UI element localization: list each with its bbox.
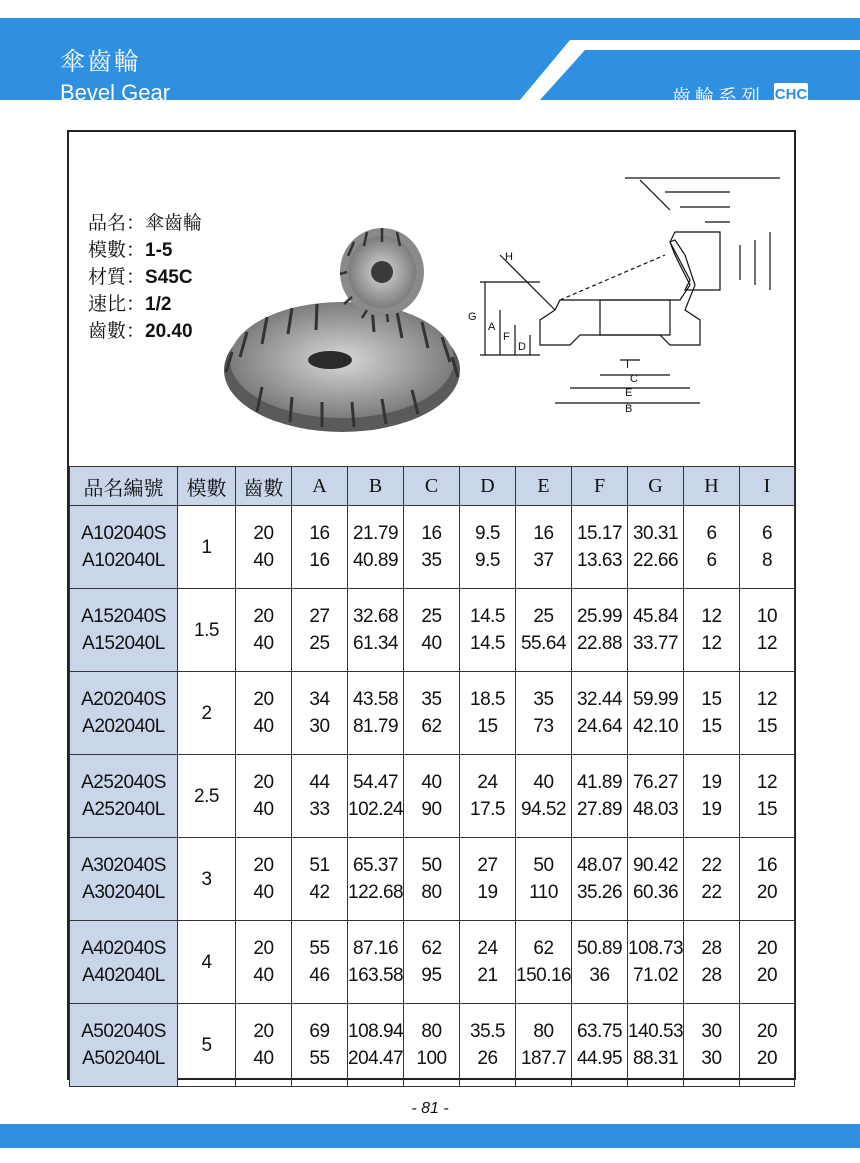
cell-value: 8 (761, 550, 773, 571)
cell-value: 32.68 (352, 606, 399, 627)
cell-value: 30 (701, 1048, 722, 1069)
cell-value: 59.99 (632, 689, 679, 710)
value-cell (684, 506, 740, 589)
part-code-cell (70, 1004, 178, 1087)
info-material-label: 材質： (88, 266, 146, 288)
value-cell (516, 755, 572, 838)
company-logo: CHC (774, 83, 808, 107)
cell-value: 6 (706, 523, 717, 544)
cell-value: 15.17 (576, 523, 623, 544)
value-cell (628, 838, 684, 921)
cell-value: 55.64 (520, 633, 567, 654)
value-cell (628, 755, 684, 838)
cell-value: 88.31 (632, 1048, 679, 1069)
value-cell (460, 1004, 516, 1087)
table-row (70, 838, 795, 921)
cell-value: 90 (421, 799, 442, 820)
value-cell (460, 672, 516, 755)
value-cell (572, 672, 628, 755)
part-code-cell (70, 672, 178, 755)
part-code: A152040L (82, 633, 165, 654)
module-cell: 1.5 (178, 589, 236, 672)
cell-value: 25 (421, 606, 442, 627)
part-code: A252040L (82, 799, 165, 820)
col-header-module: 模數 (178, 467, 236, 506)
info-ratio-label: 速比： (88, 293, 146, 315)
cell-value: 9.5 (475, 550, 500, 571)
value-cell (348, 672, 404, 755)
value-cell (572, 506, 628, 589)
value-cell (460, 506, 516, 589)
value-cell (236, 838, 292, 921)
cell-value: 20 (253, 772, 274, 793)
cell-value: 108.73 (628, 938, 684, 959)
value-cell (740, 672, 795, 755)
cell-value: 46 (309, 965, 330, 986)
module-cell: 3 (178, 838, 236, 921)
value-cell (292, 921, 348, 1004)
cell-value: 6 (706, 550, 717, 571)
value-cell (740, 1004, 795, 1087)
cell-value: 12 (756, 772, 778, 793)
table-row (70, 921, 795, 1004)
cell-value: 15 (756, 716, 778, 737)
part-code: A102040S (81, 523, 166, 544)
value-cell (348, 838, 404, 921)
cell-value: 40 (253, 1048, 274, 1069)
cell-value: 10 (756, 606, 778, 627)
cell-value: 40 (533, 772, 554, 793)
cell-value: 62 (421, 716, 442, 737)
cell-value: 163.58 (348, 965, 404, 986)
table-row (70, 506, 795, 589)
cell-value: 36 (589, 965, 610, 986)
info-material-value: S45C (145, 267, 193, 288)
value-cell (516, 838, 572, 921)
cell-value: 76.27 (632, 772, 679, 793)
value-cell (628, 921, 684, 1004)
part-code-cell (70, 921, 178, 1004)
cell-value: 22.88 (576, 633, 623, 654)
value-cell (684, 589, 740, 672)
cell-value: 40 (253, 550, 274, 571)
value-cell (740, 838, 795, 921)
cell-value: 94.52 (520, 799, 567, 820)
table-row (70, 589, 795, 672)
value-cell (684, 921, 740, 1004)
cell-value: 102.24 (348, 799, 404, 820)
value-cell (516, 589, 572, 672)
cell-value: 20 (253, 523, 274, 544)
specification-table (69, 466, 795, 1087)
cell-value: 16 (421, 523, 442, 544)
label-c: C (630, 373, 638, 385)
value-cell (404, 506, 460, 589)
value-cell (628, 672, 684, 755)
value-cell (236, 1004, 292, 1087)
cell-value: 204.47 (348, 1048, 404, 1069)
cell-value: 20 (756, 882, 778, 903)
col-header-g: G (628, 467, 684, 506)
cell-value: 19 (701, 772, 722, 793)
info-teeth-label: 齒數： (88, 320, 146, 342)
value-cell (292, 1004, 348, 1087)
cell-value: 21.79 (352, 523, 399, 544)
value-cell (460, 755, 516, 838)
cell-value: 44 (309, 772, 330, 793)
value-cell (348, 506, 404, 589)
label-i: I (626, 359, 630, 371)
cell-value: 16 (309, 523, 330, 544)
info-name-row (88, 210, 202, 237)
col-header-b: B (348, 467, 404, 506)
cell-value: 25 (309, 633, 330, 654)
value-cell (516, 506, 572, 589)
part-code: A502040S (81, 1021, 166, 1042)
info-ratio-value: 1/2 (145, 294, 172, 315)
cell-value: 20 (253, 606, 274, 627)
page-header (0, 18, 860, 108)
value-cell (740, 589, 795, 672)
cell-value: 187.7 (520, 1048, 567, 1069)
cell-value: 27 (477, 855, 498, 876)
cell-value: 21 (477, 965, 498, 986)
cell-value: 62 (421, 938, 442, 959)
cell-value: 20 (253, 938, 274, 959)
cell-value: 51 (309, 855, 330, 876)
cell-value: 43.58 (352, 689, 399, 710)
cell-value: 110 (529, 882, 558, 903)
col-header-e: E (516, 467, 572, 506)
table-row (70, 755, 795, 838)
cell-value: 40 (253, 716, 274, 737)
cell-value: 95 (421, 965, 442, 986)
table-body (70, 506, 795, 1087)
cell-value: 108.94 (348, 1021, 404, 1042)
cell-value: 20 (253, 1021, 274, 1042)
cell-value: 48.07 (576, 855, 623, 876)
cell-value: 16 (309, 550, 330, 571)
cell-value: 15 (477, 716, 498, 737)
series-label: 齒輪系列 (672, 86, 765, 108)
cell-value: 50 (533, 855, 554, 876)
cell-value: 19 (477, 882, 498, 903)
cell-value: 122.68 (348, 882, 404, 903)
cell-value: 33.77 (632, 633, 679, 654)
info-material-row (88, 264, 202, 291)
value-cell (740, 921, 795, 1004)
cell-value: 20 (253, 689, 274, 710)
value-cell (236, 755, 292, 838)
value-cell (516, 672, 572, 755)
part-code: A402040L (82, 965, 165, 986)
cell-value: 81.79 (352, 716, 399, 737)
value-cell (572, 755, 628, 838)
value-cell (740, 755, 795, 838)
value-cell (236, 506, 292, 589)
cell-value: 140.53 (628, 1021, 684, 1042)
col-header-d: D (460, 467, 516, 506)
cell-value: 14.5 (470, 633, 505, 654)
value-cell (516, 921, 572, 1004)
cell-value: 20 (756, 1048, 778, 1069)
cell-value: 63.75 (576, 1021, 623, 1042)
cell-value: 18.5 (470, 689, 505, 710)
cell-value: 42.10 (632, 716, 679, 737)
label-a: A (488, 321, 496, 333)
table-row (70, 1004, 795, 1087)
value-cell (292, 589, 348, 672)
cell-value: 12 (701, 606, 722, 627)
part-code: A202040L (82, 716, 165, 737)
cell-value: 33 (309, 799, 330, 820)
cell-value: 45.84 (632, 606, 679, 627)
info-name-value: 傘齒輪 (145, 212, 203, 234)
col-header-i: I (740, 467, 795, 506)
cell-value: 27.89 (576, 799, 623, 820)
value-cell (292, 755, 348, 838)
value-cell (404, 838, 460, 921)
part-code-cell (70, 589, 178, 672)
cell-value: 48.03 (632, 799, 679, 820)
col-header-f: F (572, 467, 628, 506)
cell-value: 40 (253, 633, 274, 654)
cell-value: 27 (309, 606, 330, 627)
cell-value: 24 (477, 772, 498, 793)
cell-value: 73 (533, 716, 554, 737)
cell-value: 90.42 (632, 855, 679, 876)
value-cell (684, 838, 740, 921)
cell-value: 6 (761, 523, 773, 544)
label-d: D (518, 341, 526, 353)
value-cell (684, 672, 740, 755)
module-cell: 1 (178, 506, 236, 589)
value-cell (628, 1004, 684, 1087)
part-code: A252040S (81, 772, 166, 793)
cell-value: 22.66 (632, 550, 679, 571)
cell-value: 35 (533, 689, 554, 710)
value-cell (572, 1004, 628, 1087)
cell-value: 24 (477, 938, 498, 959)
col-header-c: C (404, 467, 460, 506)
cell-value: 28 (701, 938, 722, 959)
value-cell (460, 589, 516, 672)
value-cell (460, 921, 516, 1004)
value-cell (404, 589, 460, 672)
label-g: G (468, 311, 477, 323)
part-code: A302040S (81, 855, 166, 876)
cell-value: 71.02 (632, 965, 679, 986)
cell-value: 35 (421, 550, 442, 571)
value-cell (348, 589, 404, 672)
info-teeth-row (88, 318, 202, 345)
cell-value: 25 (533, 606, 554, 627)
info-module-value: 1-5 (145, 240, 173, 261)
cell-value: 15 (756, 799, 778, 820)
value-cell (236, 589, 292, 672)
part-code: A402040S (81, 938, 166, 959)
cell-value: 34 (309, 689, 330, 710)
info-module-label: 模數： (88, 239, 146, 261)
cell-value: 28 (701, 965, 722, 986)
page-title-chinese: 傘齒輪 (60, 47, 142, 76)
module-cell: 2 (178, 672, 236, 755)
cell-value: 19 (701, 799, 722, 820)
cell-value: 54.47 (352, 772, 399, 793)
cell-value: 12 (756, 633, 778, 654)
module-cell: 4 (178, 921, 236, 1004)
cell-value: 17.5 (470, 799, 505, 820)
cell-value: 9.5 (475, 523, 500, 544)
cell-value: 15 (701, 689, 722, 710)
label-h: H (505, 251, 513, 263)
cell-value: 13.63 (576, 550, 623, 571)
cell-value: 16 (533, 523, 554, 544)
value-cell (292, 672, 348, 755)
part-code: A302040L (82, 882, 165, 903)
value-cell (684, 1004, 740, 1087)
cell-value: 40 (253, 965, 274, 986)
cell-value: 44.95 (576, 1048, 623, 1069)
cell-value: 40 (421, 772, 442, 793)
cell-value: 20 (756, 938, 778, 959)
footer-bar (0, 1124, 860, 1148)
part-code-cell (70, 506, 178, 589)
cell-value: 150.16 (516, 965, 572, 986)
cell-value: 80 (421, 882, 442, 903)
value-cell (684, 755, 740, 838)
cell-value: 30 (309, 716, 330, 737)
page-number: - 81 - (411, 1100, 449, 1117)
value-cell (516, 1004, 572, 1087)
product-info (88, 210, 202, 345)
cell-value: 37 (533, 550, 554, 571)
value-cell (628, 506, 684, 589)
value-cell (236, 921, 292, 1004)
cell-value: 69 (309, 1021, 330, 1042)
cell-value: 41.89 (576, 772, 623, 793)
col-header-h: H (684, 467, 740, 506)
info-name-label: 品名： (88, 212, 146, 234)
col-header-code: 品名編號 (70, 467, 178, 506)
value-cell (740, 506, 795, 589)
part-code: A152040S (81, 606, 166, 627)
cell-value: 15 (701, 716, 722, 737)
value-cell (572, 921, 628, 1004)
part-code-cell (70, 755, 178, 838)
cell-value: 40 (421, 633, 442, 654)
part-code: A202040S (81, 689, 166, 710)
value-cell (236, 672, 292, 755)
bevel-gear-photo (222, 222, 472, 438)
cell-value: 55 (309, 938, 330, 959)
value-cell (404, 755, 460, 838)
cell-value: 20 (756, 965, 778, 986)
cell-value: 14.5 (470, 606, 505, 627)
value-cell (404, 672, 460, 755)
part-code: A102040L (82, 550, 165, 571)
label-f: F (503, 331, 510, 343)
value-cell (460, 838, 516, 921)
cell-value: 35.5 (470, 1021, 505, 1042)
cell-value: 87.16 (352, 938, 399, 959)
value-cell (572, 589, 628, 672)
cell-value: 35 (421, 689, 442, 710)
cell-value: 35.26 (576, 882, 623, 903)
cell-value: 12 (756, 689, 778, 710)
cell-value: 30.31 (632, 523, 679, 544)
cell-value: 61.34 (352, 633, 399, 654)
label-e: E (625, 387, 633, 399)
page-title-english: Bevel Gear (60, 80, 171, 105)
cell-value: 50.89 (576, 938, 623, 959)
cell-value: 42 (309, 882, 330, 903)
cell-value: 80 (421, 1021, 442, 1042)
module-cell: 5 (178, 1004, 236, 1087)
cell-value: 32.44 (576, 689, 623, 710)
value-cell (292, 838, 348, 921)
value-cell (348, 921, 404, 1004)
value-cell (292, 506, 348, 589)
value-cell (404, 1004, 460, 1087)
cell-value: 40.89 (352, 550, 399, 571)
table-row (70, 672, 795, 755)
cell-value: 25.99 (576, 606, 623, 627)
info-ratio-row (88, 291, 202, 318)
value-cell (348, 1004, 404, 1087)
cell-value: 65.37 (352, 855, 399, 876)
table-header-row (70, 467, 795, 506)
info-teeth-value: 20.40 (145, 321, 193, 342)
cell-value: 62 (533, 938, 554, 959)
value-cell (572, 838, 628, 921)
cell-value: 60.36 (632, 882, 679, 903)
value-cell (404, 921, 460, 1004)
cell-value: 40 (253, 799, 274, 820)
cell-value: 26 (477, 1048, 498, 1069)
cell-value: 20 (756, 1021, 778, 1042)
label-b: B (625, 403, 633, 415)
part-code: A502040L (82, 1048, 165, 1069)
cell-value: 16 (756, 855, 778, 876)
cell-value: 50 (421, 855, 442, 876)
module-cell: 2.5 (178, 755, 236, 838)
value-cell (628, 589, 684, 672)
cell-value: 22 (701, 882, 722, 903)
cell-value: 55 (309, 1048, 330, 1069)
cell-value: 20 (253, 855, 274, 876)
cell-value: 80 (533, 1021, 554, 1042)
part-code-cell (70, 838, 178, 921)
info-module-row (88, 237, 202, 264)
col-header-teeth: 齒數 (236, 467, 292, 506)
value-cell (348, 755, 404, 838)
dimension-drawing (460, 160, 780, 430)
cell-value: 100 (416, 1048, 447, 1069)
cell-value: 22 (701, 855, 722, 876)
col-header-a: A (292, 467, 348, 506)
cell-value: 24.64 (576, 716, 623, 737)
cell-value: 12 (701, 633, 722, 654)
cell-value: 40 (253, 882, 274, 903)
cell-value: 30 (701, 1021, 722, 1042)
